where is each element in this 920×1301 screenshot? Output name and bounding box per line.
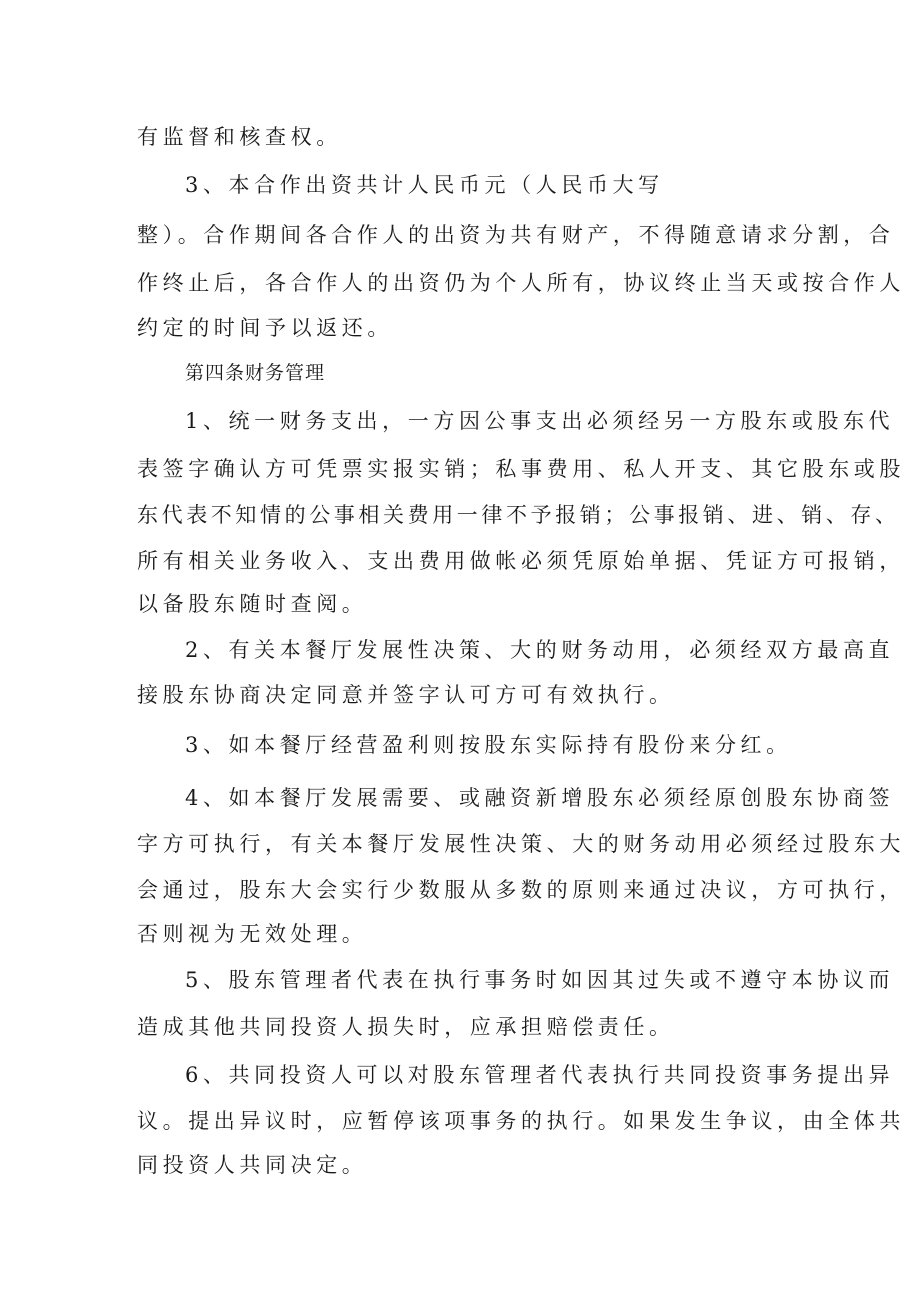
text-line: 议。提出异议时，应暂停该项事务的执行。如果发生争议，由全体共 — [137, 1109, 905, 1133]
text-line: 所有相关业务收入、支出费用做帐必须凭原始单据、凭证方可报销， — [137, 549, 905, 573]
text-line: 有监督和核查权。 — [137, 125, 342, 149]
text-line: 同投资人共同决定。 — [137, 1153, 368, 1177]
text-line: 以备股东随时查阅。 — [137, 592, 368, 616]
section-heading: 第四条财务管理 — [185, 362, 326, 384]
text-line: 1、统一财务支出，一方因公事支出必须经另一方股东或股东代 — [185, 409, 895, 433]
text-line: 造成其他共同投资人损失时，应承担赔偿责任。 — [137, 1015, 675, 1039]
text-line: 5、股东管理者代表在执行事务时如因其过失或不遵守本协议而 — [185, 968, 895, 992]
text-line: 约定的时间予以返还。 — [137, 316, 393, 340]
text-line: 4、如本餐厅发展需要、或融资新增股东必须经原创股东协商签 — [185, 786, 895, 810]
text-line: 东代表不知情的公事相关费用一律不予报销；公事报销、进、销、存、 — [137, 503, 900, 527]
text-line: 会通过，股东大会实行少数服从多数的原则来通过决议，方可执行， — [137, 878, 905, 902]
text-line: 作终止后，各合作人的出资仍为个人所有，协议终止当天或按合作人 — [137, 271, 905, 295]
text-line: 表签字确认方可凭票实报实销；私事费用、私人开支、其它股东或股 — [137, 457, 905, 481]
text-line: 否则视为无效处理。 — [137, 922, 368, 946]
text-line: 整）。合作期间各合作人的出资为共有财产，不得随意请求分割，合 — [137, 223, 895, 247]
text-line: 6、共同投资人可以对股东管理者代表执行共同投资事务提出异 — [185, 1063, 895, 1087]
text-line: 3、本合作出资共计人民币元（人民币大写 — [185, 173, 664, 197]
text-line: 2、有关本餐厅发展性决策、大的财务动用，必须经双方最高直 — [185, 638, 895, 662]
text-line: 3、如本餐厅经营盈利则按股东实际持有股份来分红。 — [185, 733, 792, 757]
text-line: 接股东协商决定同意并签字认可方可有效执行。 — [137, 683, 675, 707]
text-line: 字方可执行，有关本餐厅发展性决策、大的财务动用必须经过股东大 — [137, 832, 905, 856]
